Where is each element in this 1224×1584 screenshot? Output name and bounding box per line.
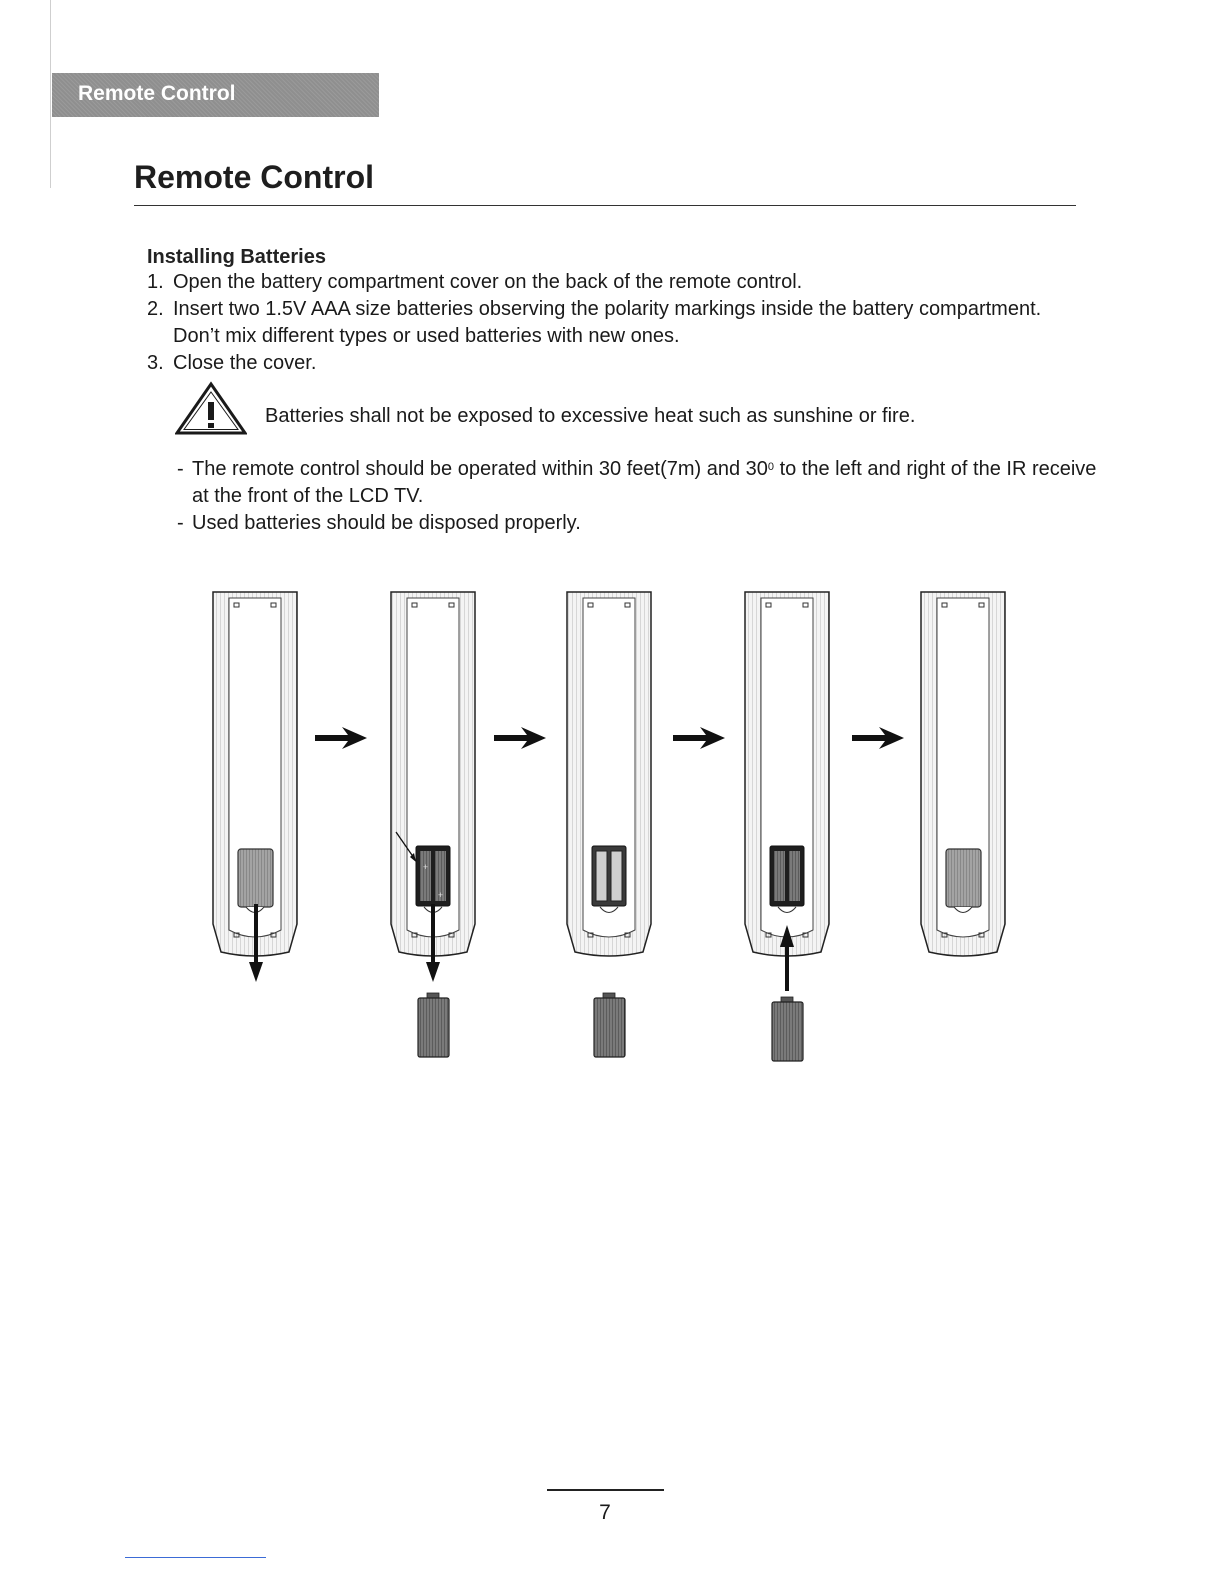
remote-step-1 bbox=[213, 592, 297, 956]
page-number: 7 bbox=[599, 1501, 611, 1524]
warning-text: Batteries shall not be exposed to excessive heat such as sunshine or fire. bbox=[265, 405, 916, 427]
note-dash: - bbox=[177, 458, 184, 480]
new-battery bbox=[772, 997, 803, 1061]
next-step-arrow-icon bbox=[673, 727, 725, 749]
removed-battery bbox=[418, 993, 449, 1057]
note-text-start: The remote control should be operated within 30 feet(7m) and 30 bbox=[192, 458, 768, 480]
page-title: Remote Control bbox=[134, 159, 374, 195]
step-number: 3. bbox=[147, 352, 164, 374]
remote-step-5 bbox=[921, 592, 1005, 956]
footer-divider bbox=[547, 1489, 664, 1491]
note-text: Used batteries should be disposed properly. bbox=[192, 512, 581, 534]
battery-polarity-mark: + bbox=[422, 862, 429, 872]
next-step-arrow-icon bbox=[315, 727, 367, 749]
step-text: Open the battery compartment cover on the back of the remote control. bbox=[173, 271, 803, 293]
note-dash: - bbox=[177, 512, 184, 534]
next-step-arrow-icon bbox=[852, 727, 904, 749]
bottom-underline bbox=[125, 1557, 266, 1558]
spare-battery bbox=[594, 993, 625, 1057]
step-number: 1. bbox=[147, 271, 164, 293]
step-number: 2. bbox=[147, 298, 164, 320]
step-text: Insert two 1.5V AAA size batteries observing the polarity markings inside the battery compartment. Don’t mix different types or used batteries with new ones. bbox=[173, 298, 1042, 347]
installing-batteries-heading: Installing Batteries bbox=[147, 246, 326, 268]
remote-step-2 bbox=[391, 592, 475, 956]
next-step-arrow-icon bbox=[494, 727, 546, 749]
step-text: Close the cover. bbox=[173, 352, 317, 374]
battery-polarity-mark: + bbox=[437, 890, 444, 900]
remote-step-3 bbox=[567, 592, 651, 956]
section-tab-label: Remote Control bbox=[78, 82, 236, 105]
remote-step-4 bbox=[745, 592, 829, 956]
note-text-end: to the left and right of the IR receive at the front of the LCD TV. bbox=[192, 458, 1097, 507]
note-degree-mark: 0 bbox=[767, 461, 775, 473]
